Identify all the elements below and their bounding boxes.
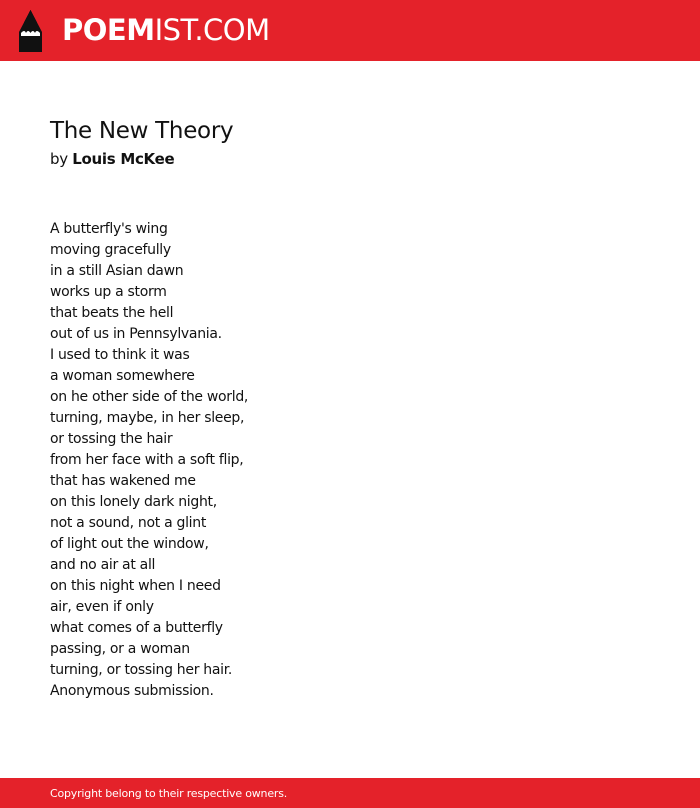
poem-line: A butterfly's wing bbox=[50, 221, 168, 237]
poem-line: air, even if only bbox=[50, 599, 154, 615]
logo-brand-bold: POEM bbox=[62, 13, 155, 47]
logo-brand-light: IST.COM bbox=[154, 13, 270, 47]
poem-body bbox=[50, 219, 248, 702]
poem-line: that beats the hell bbox=[50, 305, 174, 321]
poem-line: out of us in Pennsylvania. bbox=[50, 326, 222, 342]
poem-line: from her face with a soft flip, bbox=[50, 452, 244, 468]
poem-line: what comes of a butterfly bbox=[50, 620, 223, 636]
poem-line: on this lonely dark night, bbox=[50, 494, 217, 510]
poem-line: turning, maybe, in her sleep, bbox=[50, 410, 245, 426]
poem-author: Louis McKee bbox=[72, 150, 175, 168]
poem-line: of light out the window, bbox=[50, 536, 209, 552]
poem-line: or tossing the hair bbox=[50, 431, 173, 447]
site-header bbox=[0, 0, 700, 61]
poem-line: on he other side of the world, bbox=[50, 389, 249, 405]
poem-line: works up a storm bbox=[50, 284, 167, 300]
poem-line: in a still Asian dawn bbox=[50, 263, 184, 279]
poem-title: The New Theory bbox=[50, 118, 234, 144]
poem-byline bbox=[50, 149, 174, 169]
poem-line: on this night when I need bbox=[50, 578, 221, 594]
poem-line: Anonymous submission. bbox=[50, 683, 214, 699]
poem-line: a woman somewhere bbox=[50, 368, 195, 384]
poem-line: and no air at all bbox=[50, 557, 156, 573]
site-logo[interactable] bbox=[62, 13, 270, 47]
pencil-tip-icon[interactable] bbox=[18, 10, 43, 52]
byline-label: by bbox=[50, 150, 68, 168]
copyright-notice: Copyright belong to their respective owners. bbox=[50, 787, 288, 800]
poem-line: moving gracefully bbox=[50, 242, 171, 258]
poem-line: not a sound, not a glint bbox=[50, 515, 207, 531]
poem-line: I used to think it was bbox=[50, 347, 190, 363]
poem-line: that has wakened me bbox=[50, 473, 196, 489]
site-footer bbox=[0, 778, 700, 808]
poem-line: turning, or tossing her hair. bbox=[50, 662, 233, 678]
poem-line: passing, or a woman bbox=[50, 641, 190, 657]
